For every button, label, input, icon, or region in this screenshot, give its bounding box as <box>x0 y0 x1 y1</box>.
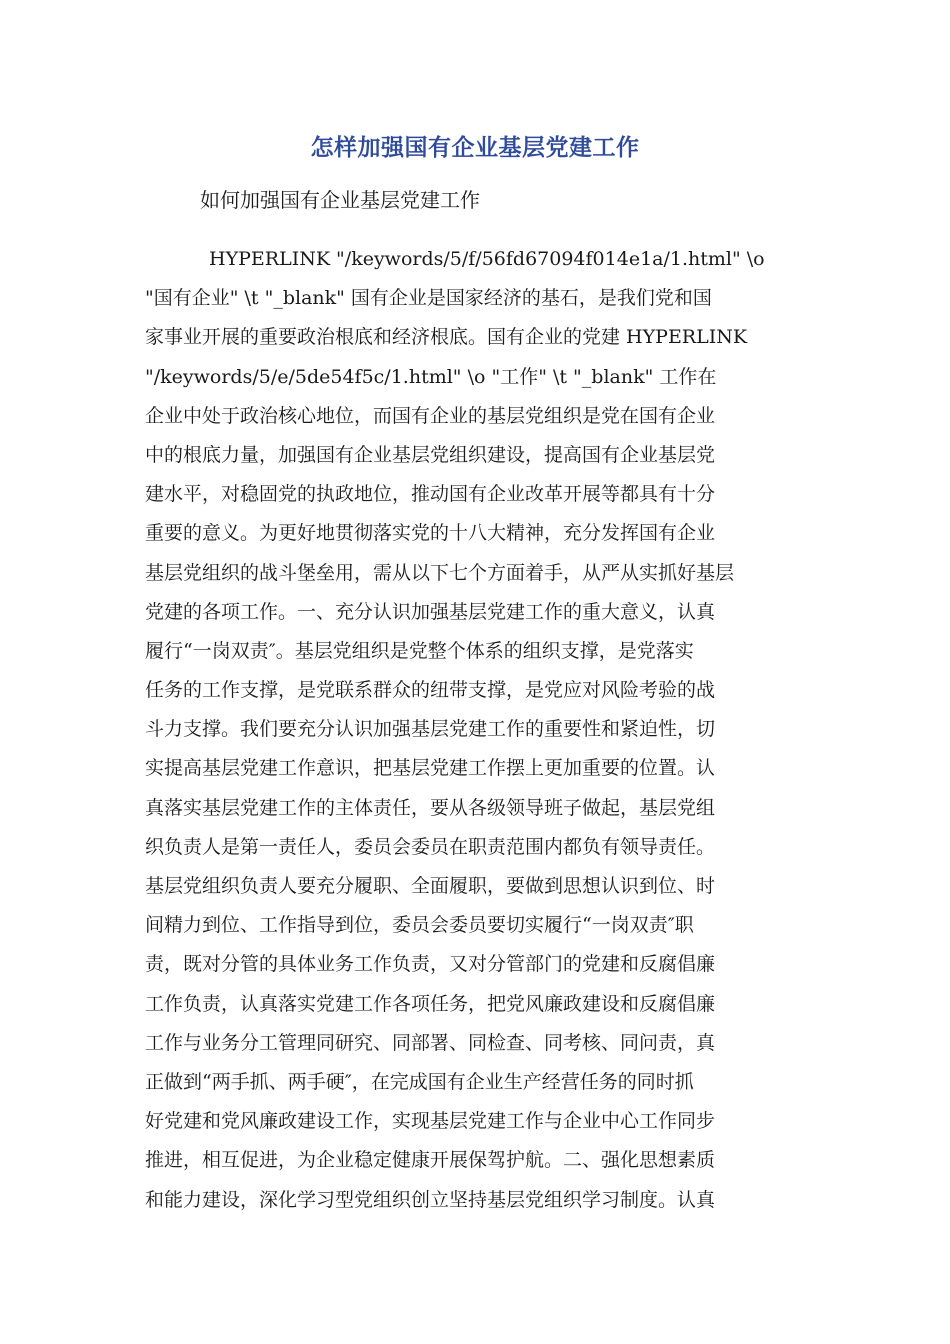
body-line: 党建的各项工作。一、充分认识加强基层党建工作的重大意义，认真 <box>145 600 716 623</box>
body-line: 推进，相互促进，为企业稳定健康开展保驾护航。二、强化思想素质 <box>145 1149 716 1172</box>
body-line: 工作负责，认真落实党建工作各项任务，把党风廉政建设和反腐倡廉 <box>145 992 716 1015</box>
body-line: 基层党组织负责人要充分履职、全面履职，要做到思想认识到位、时 <box>145 875 716 897</box>
body-line: 建水平，对稳固党的执政地位，推动国有企业改革开展等都具有十分 <box>145 483 716 506</box>
body-line: 基层党组织的战斗堡垒用，需从以下七个方面着手，从严从实抓好基层 <box>145 561 735 584</box>
body-line: 实提高基层党建工作意识，把基层党建工作摆上更加重要的位置。认 <box>145 757 716 780</box>
body-line: 和能力建设，深化学习型党组织创立坚持基层党组织学习制度。认真 <box>145 1188 716 1211</box>
body-paragraph <box>145 240 805 1220</box>
body-line: 正做到“两手抓、两手硬″，在完成国有企业生产经营任务的同时抓 <box>145 1070 694 1093</box>
body-line: "/keywords/5/e/5de54f5c/1.html" \o "工作" \t "_blank" 工作在 <box>145 365 717 388</box>
body-line: 家事业开展的重要政治根底和经济根底。国有企业的党建 HYPERLINK <box>145 326 748 349</box>
body-line: 好党建和党风廉政建设工作，实现基层党建工作与企业中心工作同步 <box>145 1110 716 1133</box>
body-line: 工作与业务分工管理同研究、同部署、同检查、同考核、同问责，真 <box>145 1031 716 1054</box>
body-line: 真落实基层党建工作的主体责任，要从各级领导班子做起，基层党组 <box>145 796 716 819</box>
document-title: 怎样加强国有企业基层党建工作 <box>310 135 640 161</box>
body-line: 责，既对分管的具体业务工作负责，又对分管部门的党建和反腐倡廉 <box>145 953 716 976</box>
body-line: 斗力支撑。我们要充分认识加强基层党建工作的重要性和紧迫性，切 <box>145 718 716 741</box>
body-line: 任务的工作支撑，是党联系群众的纽带支撑，是党应对风险考验的战 <box>145 679 716 702</box>
body-line: 履行“一岗双责″。基层党组织是党整个体系的组织支撑，是党落实 <box>145 639 694 662</box>
body-line: 中的根底力量，加强国有企业基层党组织建设，提高国有企业基层党 <box>145 443 716 466</box>
body-line: 间精力到位、工作指导到位，委员会委员要切实履行“一岗双责″职 <box>145 914 694 937</box>
body-line: 织负责人是第一责任人，委员会委员在职责范围内都负有领导责任。 <box>145 835 716 858</box>
document-subtitle: 如何加强国有企业基层党建工作 <box>200 188 480 212</box>
body-line: 企业中处于政治核心地位，而国有企业的基层党组织是党在国有企业 <box>145 404 716 427</box>
body-line: HYPERLINK "/keywords/5/f/56fd67094f014e1a/1.html" \o <box>209 248 765 270</box>
body-line: "国有企业" \t "_blank" 国有企业是国家经济的基石，是我们党和国 <box>145 287 712 310</box>
body-line: 重要的意义。为更好地贯彻落实党的十八大精神，充分发挥国有企业 <box>145 522 716 545</box>
